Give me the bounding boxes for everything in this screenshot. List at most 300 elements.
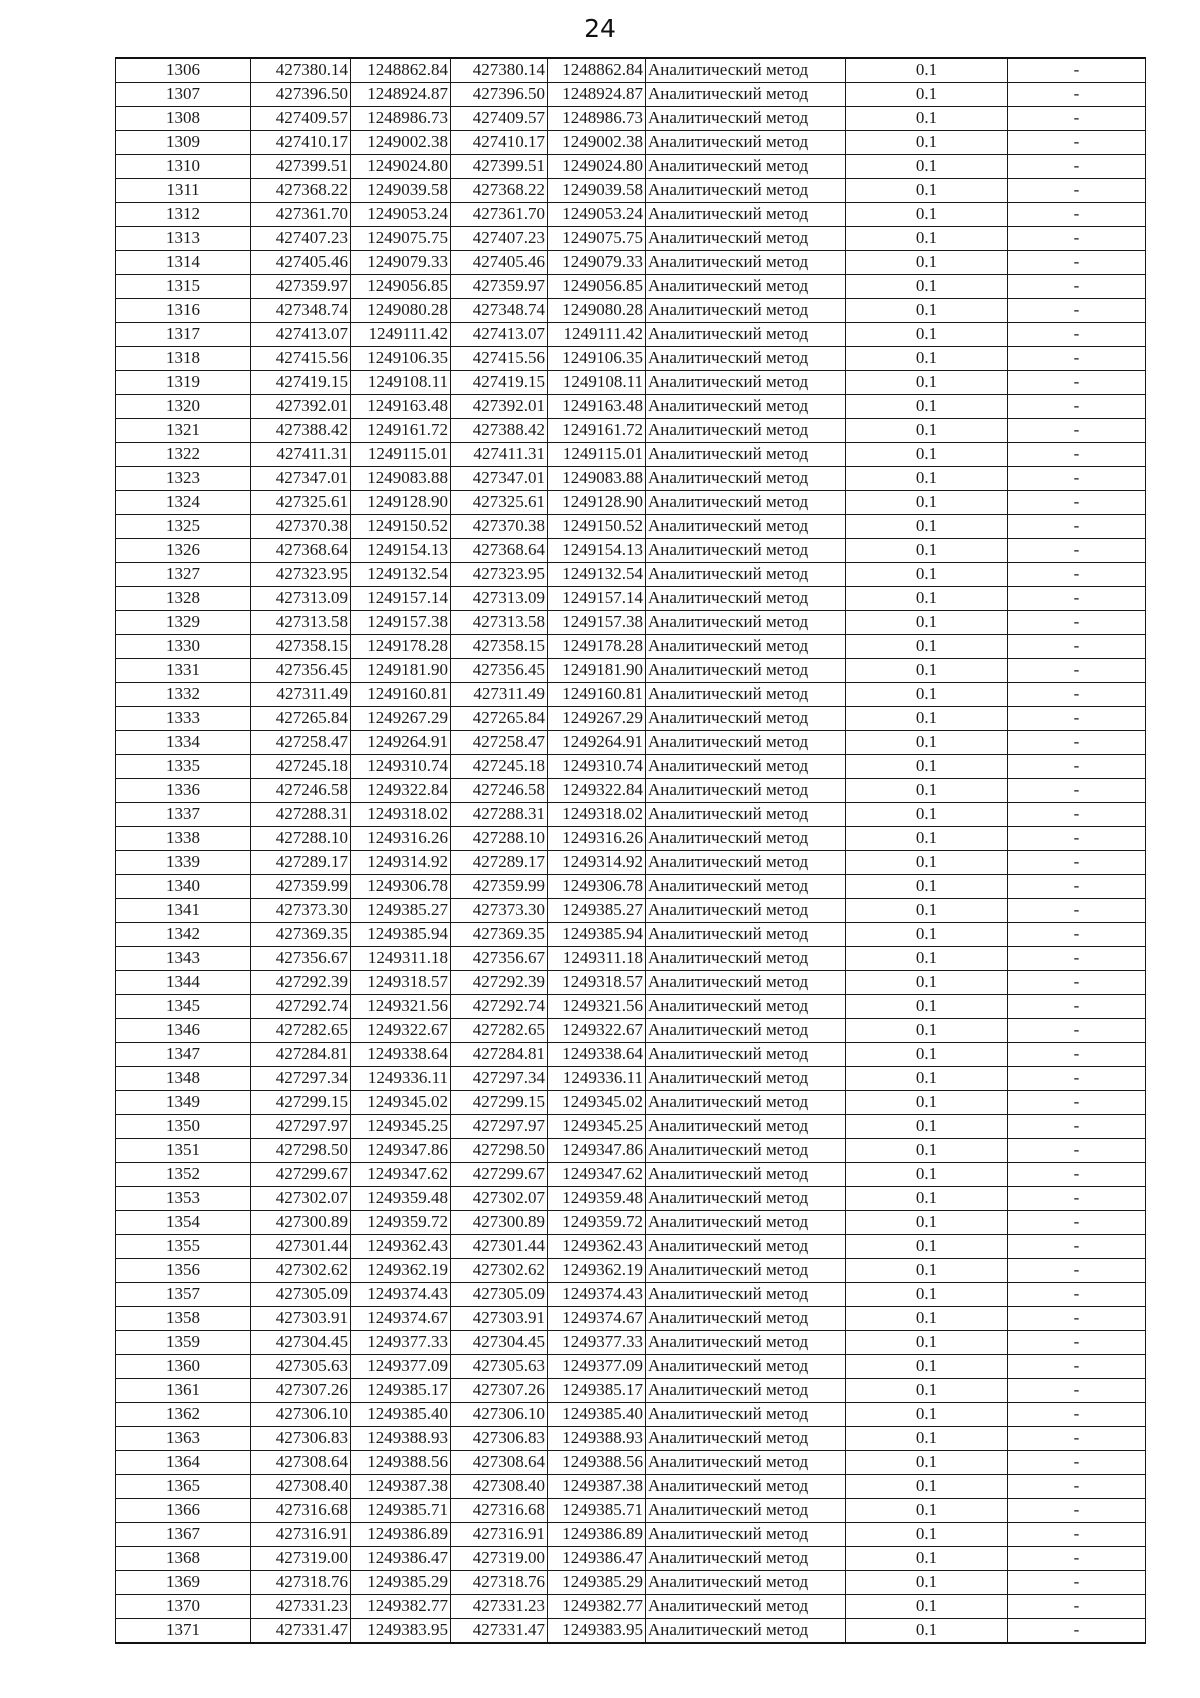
- x-coordinate-cell: 427405.46: [251, 250, 351, 274]
- note-cell: -: [1008, 1042, 1146, 1066]
- x-coordinate-2-cell: 427405.46: [451, 250, 548, 274]
- point-number-cell: 1355: [116, 1234, 251, 1258]
- note-cell: -: [1008, 1282, 1146, 1306]
- table-row: [116, 778, 1146, 802]
- method-cell: Аналитический метод: [646, 490, 846, 514]
- method-cell: Аналитический метод: [646, 1066, 846, 1090]
- x-coordinate-2-cell: 427392.01: [451, 394, 548, 418]
- x-coordinate-cell: 427297.97: [251, 1114, 351, 1138]
- y-coordinate-cell: 1249083.88: [351, 466, 451, 490]
- x-coordinate-cell: 427302.07: [251, 1186, 351, 1210]
- method-cell: Аналитический метод: [646, 706, 846, 730]
- accuracy-cell: 0.1: [846, 1354, 1008, 1378]
- point-number-cell: 1307: [116, 82, 251, 106]
- point-number-cell: 1350: [116, 1114, 251, 1138]
- table-row: [116, 706, 1146, 730]
- accuracy-cell: 0.1: [846, 1042, 1008, 1066]
- method-cell: Аналитический метод: [646, 1018, 846, 1042]
- y-coordinate-cell: 1249150.52: [351, 514, 451, 538]
- x-coordinate-2-cell: 427305.63: [451, 1354, 548, 1378]
- method-cell: Аналитический метод: [646, 1114, 846, 1138]
- x-coordinate-cell: 427289.17: [251, 850, 351, 874]
- accuracy-cell: 0.1: [846, 1570, 1008, 1594]
- x-coordinate-2-cell: 427303.91: [451, 1306, 548, 1330]
- x-coordinate-cell: 427361.70: [251, 202, 351, 226]
- accuracy-cell: 0.1: [846, 1090, 1008, 1114]
- page-number: 24: [584, 14, 616, 43]
- note-cell: -: [1008, 202, 1146, 226]
- x-coordinate-2-cell: 427331.23: [451, 1594, 548, 1618]
- y-coordinate-cell: 1249310.74: [351, 754, 451, 778]
- x-coordinate-2-cell: 427358.15: [451, 634, 548, 658]
- x-coordinate-cell: 427288.31: [251, 802, 351, 826]
- y-coordinate-2-cell: 1249362.43: [548, 1234, 646, 1258]
- accuracy-cell: 0.1: [846, 538, 1008, 562]
- y-coordinate-2-cell: 1249359.48: [548, 1186, 646, 1210]
- point-number-cell: 1335: [116, 754, 251, 778]
- y-coordinate-cell: 1249178.28: [351, 634, 451, 658]
- table-row: [116, 1618, 1146, 1642]
- table-row: [116, 106, 1146, 130]
- point-number-cell: 1338: [116, 826, 251, 850]
- accuracy-cell: 0.1: [846, 1258, 1008, 1282]
- table-row: [116, 850, 1146, 874]
- table-row: [116, 1282, 1146, 1306]
- x-coordinate-2-cell: 427302.62: [451, 1258, 548, 1282]
- y-coordinate-2-cell: 1249157.38: [548, 610, 646, 634]
- method-cell: Аналитический метод: [646, 394, 846, 418]
- note-cell: -: [1008, 250, 1146, 274]
- accuracy-cell: 0.1: [846, 754, 1008, 778]
- table-row: [116, 322, 1146, 346]
- y-coordinate-cell: 1249314.92: [351, 850, 451, 874]
- method-cell: Аналитический метод: [646, 418, 846, 442]
- x-coordinate-cell: 427358.15: [251, 634, 351, 658]
- note-cell: -: [1008, 442, 1146, 466]
- x-coordinate-2-cell: 427316.91: [451, 1522, 548, 1546]
- point-number-cell: 1366: [116, 1498, 251, 1522]
- note-cell: -: [1008, 754, 1146, 778]
- x-coordinate-2-cell: 427313.58: [451, 610, 548, 634]
- y-coordinate-2-cell: 1249347.62: [548, 1162, 646, 1186]
- note-cell: -: [1008, 1618, 1146, 1642]
- accuracy-cell: 0.1: [846, 634, 1008, 658]
- x-coordinate-cell: 427306.10: [251, 1402, 351, 1426]
- x-coordinate-cell: 427307.26: [251, 1378, 351, 1402]
- x-coordinate-2-cell: 427396.50: [451, 82, 548, 106]
- accuracy-cell: 0.1: [846, 298, 1008, 322]
- note-cell: -: [1008, 106, 1146, 130]
- point-number-cell: 1321: [116, 418, 251, 442]
- y-coordinate-cell: 1249374.67: [351, 1306, 451, 1330]
- x-coordinate-2-cell: 427288.10: [451, 826, 548, 850]
- y-coordinate-2-cell: 1249359.72: [548, 1210, 646, 1234]
- x-coordinate-2-cell: 427316.68: [451, 1498, 548, 1522]
- accuracy-cell: 0.1: [846, 586, 1008, 610]
- x-coordinate-cell: 427304.45: [251, 1330, 351, 1354]
- x-coordinate-cell: 427299.67: [251, 1162, 351, 1186]
- accuracy-cell: 0.1: [846, 562, 1008, 586]
- method-cell: Аналитический метод: [646, 1354, 846, 1378]
- x-coordinate-cell: 427300.89: [251, 1210, 351, 1234]
- point-number-cell: 1349: [116, 1090, 251, 1114]
- method-cell: Аналитический метод: [646, 1138, 846, 1162]
- table-row: [116, 994, 1146, 1018]
- table-row: [116, 274, 1146, 298]
- accuracy-cell: 0.1: [846, 874, 1008, 898]
- table-row: [116, 1354, 1146, 1378]
- table-row: [116, 1042, 1146, 1066]
- y-coordinate-2-cell: 1249385.94: [548, 922, 646, 946]
- table-row: [116, 1306, 1146, 1330]
- x-coordinate-cell: 427325.61: [251, 490, 351, 514]
- y-coordinate-cell: 1249338.64: [351, 1042, 451, 1066]
- note-cell: -: [1008, 586, 1146, 610]
- x-coordinate-2-cell: 427369.35: [451, 922, 548, 946]
- accuracy-cell: 0.1: [846, 1594, 1008, 1618]
- y-coordinate-2-cell: 1249311.18: [548, 946, 646, 970]
- y-coordinate-cell: 1249160.81: [351, 682, 451, 706]
- point-number-cell: 1352: [116, 1162, 251, 1186]
- method-cell: Аналитический метод: [646, 1402, 846, 1426]
- y-coordinate-2-cell: 1249385.71: [548, 1498, 646, 1522]
- x-coordinate-2-cell: 427288.31: [451, 802, 548, 826]
- accuracy-cell: 0.1: [846, 682, 1008, 706]
- y-coordinate-2-cell: 1249388.56: [548, 1450, 646, 1474]
- y-coordinate-2-cell: 1249318.02: [548, 802, 646, 826]
- table-row: [116, 802, 1146, 826]
- method-cell: Аналитический метод: [646, 850, 846, 874]
- accuracy-cell: 0.1: [846, 922, 1008, 946]
- x-coordinate-cell: 427284.81: [251, 1042, 351, 1066]
- accuracy-cell: 0.1: [846, 730, 1008, 754]
- table-row: [116, 1546, 1146, 1570]
- x-coordinate-2-cell: 427305.09: [451, 1282, 548, 1306]
- point-number-cell: 1313: [116, 226, 251, 250]
- x-coordinate-2-cell: 427368.22: [451, 178, 548, 202]
- accuracy-cell: 0.1: [846, 1474, 1008, 1498]
- y-coordinate-cell: 1249362.19: [351, 1258, 451, 1282]
- accuracy-cell: 0.1: [846, 418, 1008, 442]
- point-number-cell: 1337: [116, 802, 251, 826]
- x-coordinate-2-cell: 427292.39: [451, 970, 548, 994]
- point-number-cell: 1360: [116, 1354, 251, 1378]
- x-coordinate-cell: 427388.42: [251, 418, 351, 442]
- x-coordinate-cell: 427316.91: [251, 1522, 351, 1546]
- point-number-cell: 1308: [116, 106, 251, 130]
- x-coordinate-2-cell: 427299.15: [451, 1090, 548, 1114]
- y-coordinate-cell: 1249387.38: [351, 1474, 451, 1498]
- note-cell: -: [1008, 418, 1146, 442]
- point-number-cell: 1312: [116, 202, 251, 226]
- x-coordinate-2-cell: 427297.97: [451, 1114, 548, 1138]
- note-cell: -: [1008, 1186, 1146, 1210]
- y-coordinate-cell: 1249181.90: [351, 658, 451, 682]
- note-cell: -: [1008, 226, 1146, 250]
- x-coordinate-2-cell: 427292.74: [451, 994, 548, 1018]
- x-coordinate-2-cell: 427331.47: [451, 1618, 548, 1642]
- x-coordinate-2-cell: 427284.81: [451, 1042, 548, 1066]
- x-coordinate-cell: 427302.62: [251, 1258, 351, 1282]
- point-number-cell: 1346: [116, 1018, 251, 1042]
- y-coordinate-cell: 1249267.29: [351, 706, 451, 730]
- x-coordinate-2-cell: 427413.07: [451, 322, 548, 346]
- method-cell: Аналитический метод: [646, 1234, 846, 1258]
- method-cell: Аналитический метод: [646, 1450, 846, 1474]
- method-cell: Аналитический метод: [646, 1330, 846, 1354]
- point-number-cell: 1340: [116, 874, 251, 898]
- point-number-cell: 1343: [116, 946, 251, 970]
- y-coordinate-2-cell: 1248924.87: [548, 82, 646, 106]
- table-row: [116, 1426, 1146, 1450]
- note-cell: -: [1008, 1210, 1146, 1234]
- point-number-cell: 1325: [116, 514, 251, 538]
- table-row: [116, 1210, 1146, 1234]
- x-coordinate-cell: 427407.23: [251, 226, 351, 250]
- x-coordinate-cell: 427299.15: [251, 1090, 351, 1114]
- x-coordinate-2-cell: 427245.18: [451, 754, 548, 778]
- method-cell: Аналитический метод: [646, 514, 846, 538]
- x-coordinate-cell: 427359.99: [251, 874, 351, 898]
- point-number-cell: 1336: [116, 778, 251, 802]
- note-cell: -: [1008, 394, 1146, 418]
- point-number-cell: 1339: [116, 850, 251, 874]
- method-cell: Аналитический метод: [646, 1594, 846, 1618]
- y-coordinate-2-cell: 1249382.77: [548, 1594, 646, 1618]
- note-cell: -: [1008, 1018, 1146, 1042]
- accuracy-cell: 0.1: [846, 610, 1008, 634]
- y-coordinate-2-cell: 1249377.33: [548, 1330, 646, 1354]
- method-cell: Аналитический метод: [646, 202, 846, 226]
- y-coordinate-cell: 1249383.95: [351, 1618, 451, 1642]
- y-coordinate-2-cell: 1249347.86: [548, 1138, 646, 1162]
- y-coordinate-cell: 1249115.01: [351, 442, 451, 466]
- method-cell: Аналитический метод: [646, 178, 846, 202]
- method-cell: Аналитический метод: [646, 586, 846, 610]
- y-coordinate-cell: 1249157.14: [351, 586, 451, 610]
- y-coordinate-2-cell: 1249079.33: [548, 250, 646, 274]
- x-coordinate-2-cell: 427304.45: [451, 1330, 548, 1354]
- y-coordinate-cell: 1249264.91: [351, 730, 451, 754]
- accuracy-cell: 0.1: [846, 274, 1008, 298]
- y-coordinate-2-cell: 1249388.93: [548, 1426, 646, 1450]
- x-coordinate-cell: 427356.67: [251, 946, 351, 970]
- y-coordinate-2-cell: 1249345.25: [548, 1114, 646, 1138]
- accuracy-cell: 0.1: [846, 1378, 1008, 1402]
- note-cell: -: [1008, 130, 1146, 154]
- point-number-cell: 1342: [116, 922, 251, 946]
- method-cell: Аналитический метод: [646, 970, 846, 994]
- point-number-cell: 1310: [116, 154, 251, 178]
- x-coordinate-cell: 427373.30: [251, 898, 351, 922]
- table-row: [116, 922, 1146, 946]
- y-coordinate-cell: 1249362.43: [351, 1234, 451, 1258]
- method-cell: Аналитический метод: [646, 634, 846, 658]
- table-row: [116, 1450, 1146, 1474]
- note-cell: -: [1008, 58, 1146, 82]
- x-coordinate-cell: 427292.74: [251, 994, 351, 1018]
- accuracy-cell: 0.1: [846, 82, 1008, 106]
- x-coordinate-2-cell: 427359.97: [451, 274, 548, 298]
- x-coordinate-cell: 427313.58: [251, 610, 351, 634]
- method-cell: Аналитический метод: [646, 658, 846, 682]
- table-row: [116, 1234, 1146, 1258]
- y-coordinate-cell: 1249345.02: [351, 1090, 451, 1114]
- method-cell: Аналитический метод: [646, 562, 846, 586]
- x-coordinate-2-cell: 427356.67: [451, 946, 548, 970]
- x-coordinate-2-cell: 427313.09: [451, 586, 548, 610]
- accuracy-cell: 0.1: [846, 322, 1008, 346]
- table-row: [116, 970, 1146, 994]
- y-coordinate-cell: 1249377.09: [351, 1354, 451, 1378]
- method-cell: Аналитический метод: [646, 1258, 846, 1282]
- point-number-cell: 1314: [116, 250, 251, 274]
- point-number-cell: 1353: [116, 1186, 251, 1210]
- x-coordinate-2-cell: 427347.01: [451, 466, 548, 490]
- accuracy-cell: 0.1: [846, 1234, 1008, 1258]
- y-coordinate-cell: 1249318.57: [351, 970, 451, 994]
- table-row: [116, 202, 1146, 226]
- x-coordinate-cell: 427303.91: [251, 1306, 351, 1330]
- y-coordinate-cell: 1249306.78: [351, 874, 451, 898]
- note-cell: -: [1008, 922, 1146, 946]
- accuracy-cell: 0.1: [846, 1282, 1008, 1306]
- accuracy-cell: 0.1: [846, 802, 1008, 826]
- y-coordinate-cell: 1249322.67: [351, 1018, 451, 1042]
- note-cell: -: [1008, 1306, 1146, 1330]
- table-row: [116, 1570, 1146, 1594]
- table-row: [116, 154, 1146, 178]
- method-cell: Аналитический метод: [646, 130, 846, 154]
- y-coordinate-2-cell: 1249161.72: [548, 418, 646, 442]
- x-coordinate-2-cell: 427356.45: [451, 658, 548, 682]
- x-coordinate-2-cell: 427380.14: [451, 58, 548, 82]
- note-cell: -: [1008, 1354, 1146, 1378]
- method-cell: Аналитический метод: [646, 898, 846, 922]
- x-coordinate-2-cell: 427300.89: [451, 1210, 548, 1234]
- y-coordinate-2-cell: 1249385.27: [548, 898, 646, 922]
- x-coordinate-2-cell: 427359.99: [451, 874, 548, 898]
- point-number-cell: 1324: [116, 490, 251, 514]
- y-coordinate-2-cell: 1249321.56: [548, 994, 646, 1018]
- accuracy-cell: 0.1: [846, 346, 1008, 370]
- table-row: [116, 442, 1146, 466]
- y-coordinate-2-cell: 1249083.88: [548, 466, 646, 490]
- table-row: [116, 466, 1146, 490]
- y-coordinate-2-cell: 1248862.84: [548, 58, 646, 82]
- x-coordinate-cell: 427396.50: [251, 82, 351, 106]
- x-coordinate-cell: 427313.09: [251, 586, 351, 610]
- x-coordinate-2-cell: 427298.50: [451, 1138, 548, 1162]
- note-cell: -: [1008, 946, 1146, 970]
- x-coordinate-cell: 427331.23: [251, 1594, 351, 1618]
- y-coordinate-2-cell: 1249264.91: [548, 730, 646, 754]
- table-row: [116, 514, 1146, 538]
- y-coordinate-2-cell: 1249039.58: [548, 178, 646, 202]
- y-coordinate-2-cell: 1249178.28: [548, 634, 646, 658]
- y-coordinate-cell: 1249318.02: [351, 802, 451, 826]
- table-row: [116, 1114, 1146, 1138]
- note-cell: -: [1008, 274, 1146, 298]
- y-coordinate-2-cell: 1249267.29: [548, 706, 646, 730]
- method-cell: Аналитический метод: [646, 154, 846, 178]
- x-coordinate-cell: 427413.07: [251, 322, 351, 346]
- note-cell: -: [1008, 658, 1146, 682]
- method-cell: Аналитический метод: [646, 1210, 846, 1234]
- method-cell: Аналитический метод: [646, 1570, 846, 1594]
- y-coordinate-cell: 1248924.87: [351, 82, 451, 106]
- table-row: [116, 490, 1146, 514]
- coordinates-table: [115, 57, 1146, 1644]
- note-cell: -: [1008, 154, 1146, 178]
- y-coordinate-cell: 1249128.90: [351, 490, 451, 514]
- x-coordinate-cell: 427368.64: [251, 538, 351, 562]
- accuracy-cell: 0.1: [846, 226, 1008, 250]
- y-coordinate-2-cell: 1249385.40: [548, 1402, 646, 1426]
- y-coordinate-2-cell: 1249345.02: [548, 1090, 646, 1114]
- y-coordinate-2-cell: 1249385.17: [548, 1378, 646, 1402]
- note-cell: -: [1008, 1594, 1146, 1618]
- x-coordinate-cell: 427245.18: [251, 754, 351, 778]
- note-cell: -: [1008, 1114, 1146, 1138]
- accuracy-cell: 0.1: [846, 178, 1008, 202]
- y-coordinate-cell: 1249322.84: [351, 778, 451, 802]
- x-coordinate-2-cell: 427311.49: [451, 682, 548, 706]
- method-cell: Аналитический метод: [646, 994, 846, 1018]
- x-coordinate-2-cell: 427410.17: [451, 130, 548, 154]
- y-coordinate-cell: 1249161.72: [351, 418, 451, 442]
- table-row: [116, 370, 1146, 394]
- method-cell: Аналитический метод: [646, 250, 846, 274]
- accuracy-cell: 0.1: [846, 394, 1008, 418]
- table-row: [116, 1378, 1146, 1402]
- table-row: [116, 586, 1146, 610]
- x-coordinate-2-cell: 427246.58: [451, 778, 548, 802]
- y-coordinate-2-cell: 1249387.38: [548, 1474, 646, 1498]
- method-cell: Аналитический метод: [646, 1090, 846, 1114]
- x-coordinate-cell: 427288.10: [251, 826, 351, 850]
- x-coordinate-cell: 427380.14: [251, 58, 351, 82]
- y-coordinate-2-cell: 1249314.92: [548, 850, 646, 874]
- point-number-cell: 1317: [116, 322, 251, 346]
- x-coordinate-cell: 427298.50: [251, 1138, 351, 1162]
- x-coordinate-2-cell: 427289.17: [451, 850, 548, 874]
- table-row: [116, 1330, 1146, 1354]
- note-cell: -: [1008, 994, 1146, 1018]
- x-coordinate-2-cell: 427308.40: [451, 1474, 548, 1498]
- point-number-cell: 1367: [116, 1522, 251, 1546]
- y-coordinate-cell: 1249106.35: [351, 346, 451, 370]
- point-number-cell: 1345: [116, 994, 251, 1018]
- y-coordinate-2-cell: 1249318.57: [548, 970, 646, 994]
- x-coordinate-cell: 427331.47: [251, 1618, 351, 1642]
- method-cell: Аналитический метод: [646, 1474, 846, 1498]
- point-number-cell: 1348: [116, 1066, 251, 1090]
- accuracy-cell: 0.1: [846, 1618, 1008, 1642]
- note-cell: -: [1008, 1426, 1146, 1450]
- x-coordinate-2-cell: 427319.00: [451, 1546, 548, 1570]
- accuracy-cell: 0.1: [846, 850, 1008, 874]
- method-cell: Аналитический метод: [646, 1042, 846, 1066]
- y-coordinate-2-cell: 1249374.43: [548, 1282, 646, 1306]
- note-cell: -: [1008, 514, 1146, 538]
- y-coordinate-cell: 1249024.80: [351, 154, 451, 178]
- x-coordinate-cell: 427316.68: [251, 1498, 351, 1522]
- y-coordinate-2-cell: 1249108.11: [548, 370, 646, 394]
- method-cell: Аналитический метод: [646, 442, 846, 466]
- note-cell: -: [1008, 298, 1146, 322]
- accuracy-cell: 0.1: [846, 1450, 1008, 1474]
